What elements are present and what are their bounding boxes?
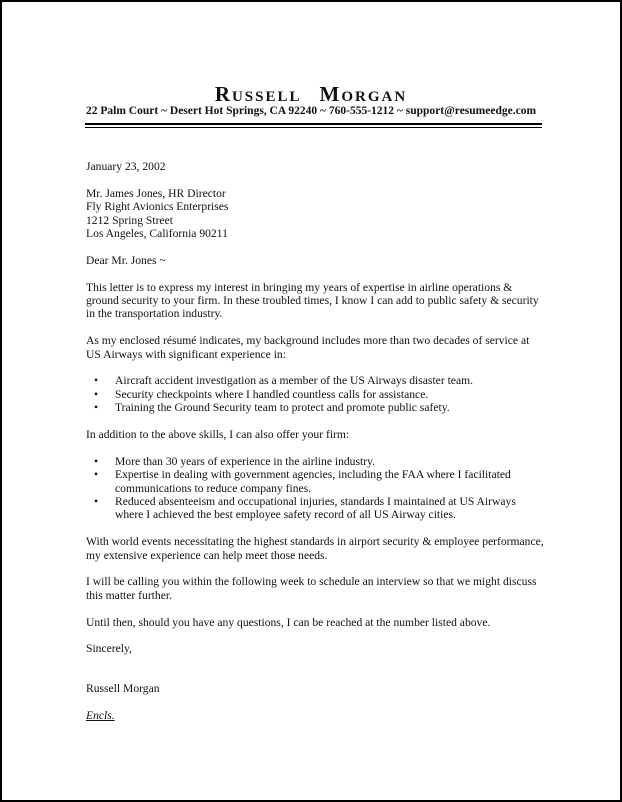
paragraph-world-events: With world events necessitating the highest standards in airport security & employee performance, my extensive experience can help meet those needs. xyxy=(86,535,544,562)
skills-list xyxy=(86,455,546,522)
list-item-text: Reduced absenteeism and occupational injuries, standards I maintained at US Airways where I achieved the best employee safety record of all US Airway cities. xyxy=(115,495,516,522)
salutation: Dear Mr. Jones ~ xyxy=(86,253,166,267)
bullet-icon: • xyxy=(94,401,99,415)
paragraph-follow-up: I will be calling you within the following week to schedule an interview so that we might discuss this matter further. xyxy=(86,575,537,602)
sender-first-name: Russell xyxy=(214,82,302,106)
sender-last-name: Morgan xyxy=(319,82,408,106)
experience-list xyxy=(86,374,546,414)
bullet-icon: • xyxy=(94,387,99,401)
paragraph-intro: This letter is to express my interest in bringing my years of expertise in airline operations & ground security to your firm. In these troubled times, I know I can add to public safety & security in the transportation industry. xyxy=(86,280,539,321)
contact-line: 22 Palm Court ~ Desert Hot Springs, CA 92240 ~ 760-555-1212 ~ support@resumeedge.com xyxy=(85,105,537,117)
letter-date: January 23, 2002 xyxy=(86,160,166,173)
list-item xyxy=(86,374,546,387)
recipient-address xyxy=(86,187,546,241)
letter-body xyxy=(86,160,546,722)
list-item-text: Training the Ground Security team to protect and promote public safety. xyxy=(115,401,450,415)
recipient-line: Los Angeles, California 90211 xyxy=(86,227,228,241)
recipient-line: Fly Right Avionics Enterprises xyxy=(86,200,229,214)
list-item-text: Security checkpoints where I handled countless calls for assistance. xyxy=(115,387,429,401)
sender-name xyxy=(2,82,620,107)
list-item xyxy=(86,401,546,414)
bullet-icon: • xyxy=(94,495,99,509)
bullet-icon: • xyxy=(94,468,99,482)
header-rule-thick xyxy=(85,123,542,125)
signature-space xyxy=(86,656,546,682)
list-item-text: Aircraft accident investigation as a member of the US Airways disaster team. xyxy=(115,374,474,388)
list-item-text: Expertise in dealing with government agencies, including the FAA where I facilitated communications to reduce company fines. xyxy=(115,468,511,495)
bullet-icon: • xyxy=(94,454,99,468)
header-rule-thin xyxy=(85,127,542,128)
list-item xyxy=(86,495,546,522)
bullet-icon: • xyxy=(94,374,99,388)
recipient-line: 1212 Spring Street xyxy=(86,213,173,227)
enclosure-note: Encls. xyxy=(86,708,115,722)
paragraph-contact: Until then, should you have any questions, I can be reached at the number listed above. xyxy=(86,615,491,629)
closing: Sincerely, xyxy=(86,642,132,656)
paragraph-skills: In addition to the above skills, I can also offer your firm: xyxy=(86,428,350,442)
list-item xyxy=(86,455,546,468)
signature-name: Russell Morgan xyxy=(86,681,160,695)
list-item xyxy=(86,388,546,401)
list-item-text: More than 30 years of experience in the airline industry. xyxy=(115,454,376,468)
paragraph-background: As my enclosed résumé indicates, my background includes more than two decades of service at US Airways with significant experience in: xyxy=(86,334,530,361)
recipient-line: Mr. James Jones, HR Director xyxy=(86,186,226,200)
list-item xyxy=(86,468,546,495)
